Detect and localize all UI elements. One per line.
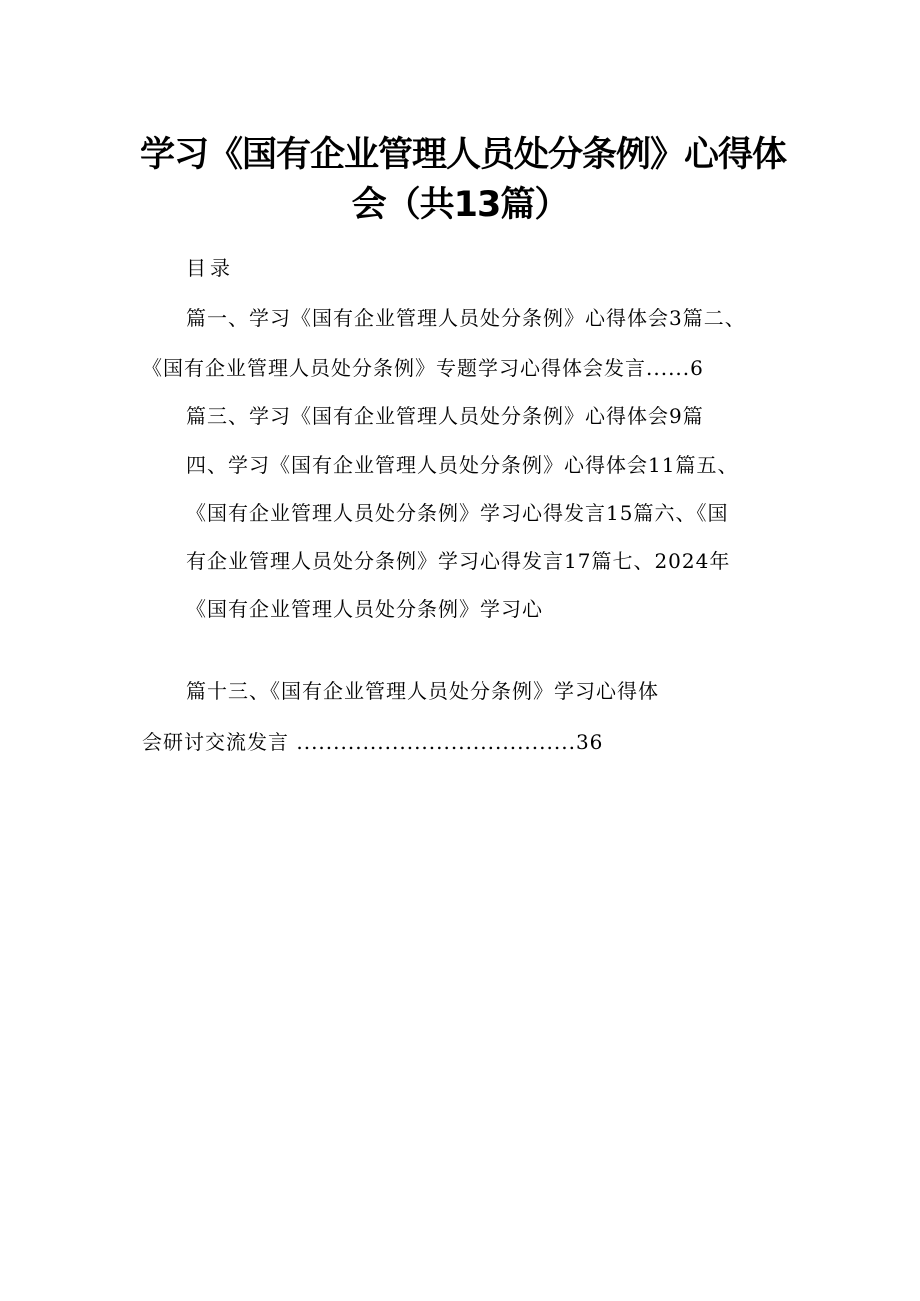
toc-line: 篇十三、《国有企业管理人员处分条例》学习心得体	[186, 679, 659, 703]
title-line-1: 学习《国有企业管理人员处分条例》心得体	[140, 135, 787, 175]
toc-line: 篇一、学习《国有企业管理人员处分条例》心得体会3篇二、	[186, 306, 746, 330]
toc-line: 《国有企业管理人员处分条例》学习心得发言15篇六、《国	[186, 501, 729, 525]
toc-label: 目录	[186, 256, 234, 280]
toc-line: 《国有企业管理人员处分条例》专题学习心得体会发言......6	[142, 356, 704, 380]
toc-line: 会研讨交流发言 ......................................36	[142, 730, 604, 754]
toc-line: 有企业管理人员处分条例》学习心得发言17篇七、2024年	[186, 549, 731, 573]
document-title	[140, 130, 787, 230]
toc-line: 《国有企业管理人员处分条例》学习心	[186, 597, 543, 621]
toc-line: 篇三、学习《国有企业管理人员处分条例》心得体会9篇	[186, 404, 704, 428]
toc-line: 四、学习《国有企业管理人员处分条例》心得体会11篇五、	[186, 453, 739, 477]
title-line-2: 会（共13篇）	[351, 185, 569, 225]
